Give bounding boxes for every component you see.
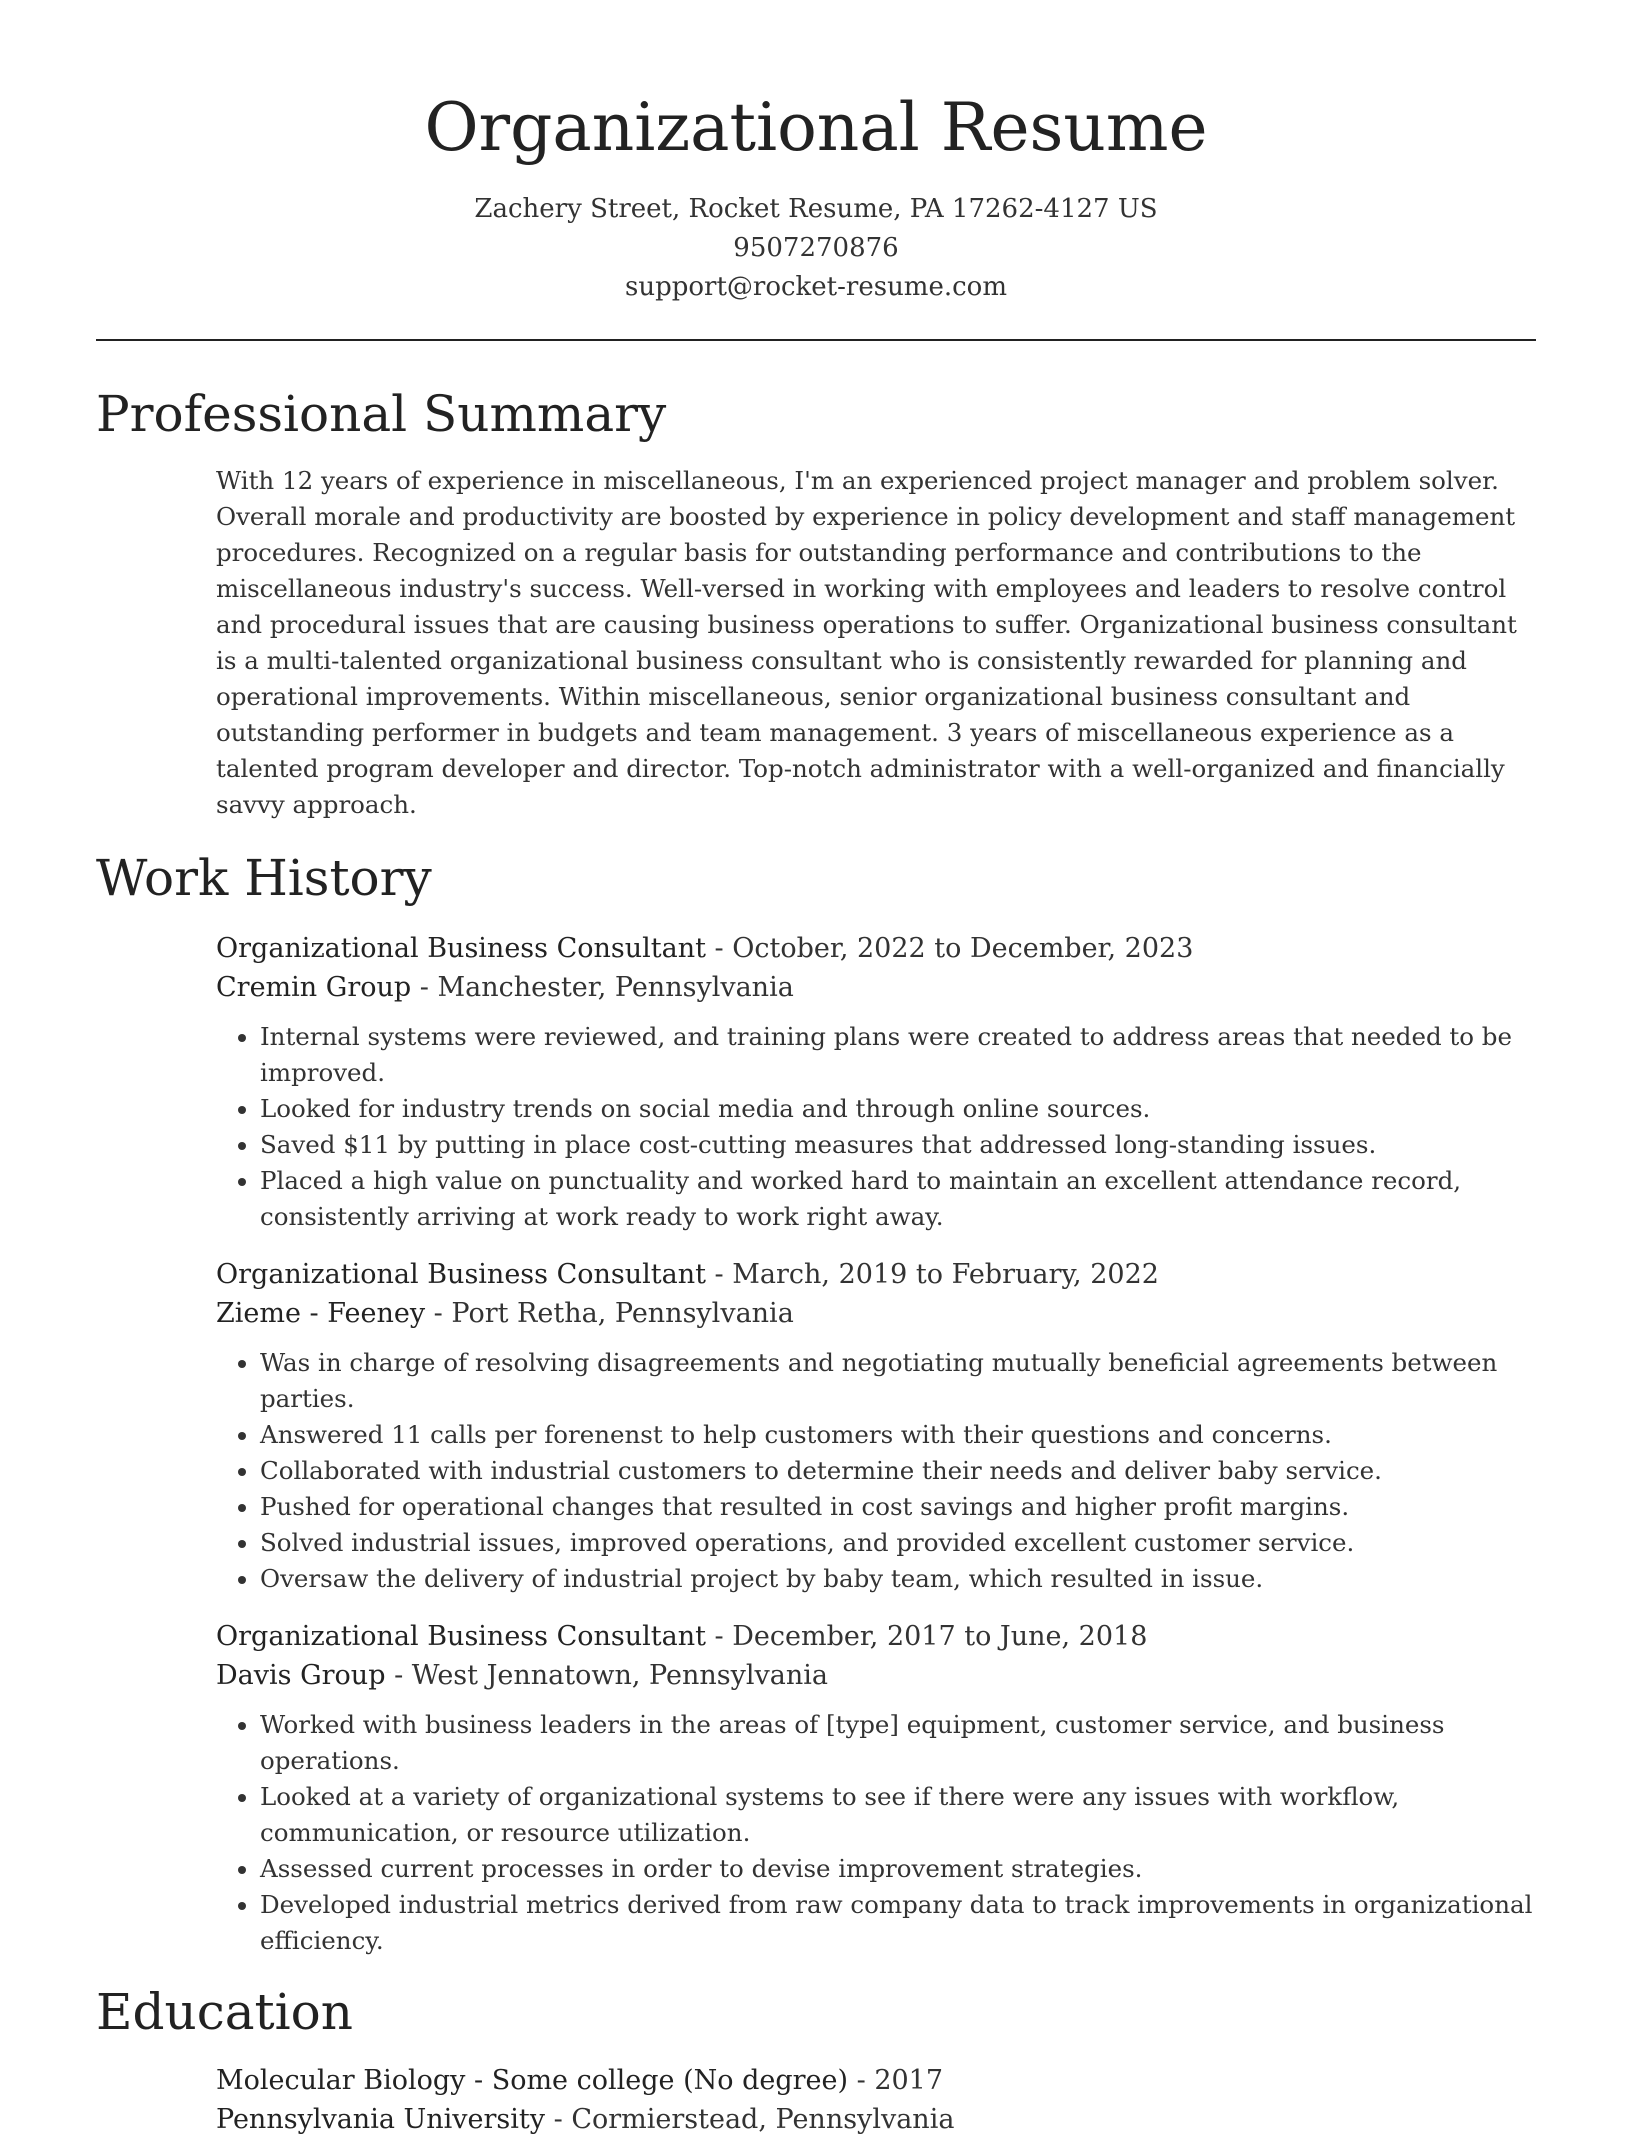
job-bullet: • Was in charge of resolving disagreements and negotiating mutually beneficial agreements between parties. <box>260 1345 1536 1417</box>
summary-heading: Professional Summary <box>96 385 667 443</box>
job-entry <box>216 929 1536 1235</box>
job-entry <box>216 1617 1536 1959</box>
job-entry <box>216 1255 1536 1597</box>
job-company: Davis Group <box>216 1660 386 1691</box>
education-heading: Education <box>96 1983 353 2041</box>
job-company: Cremin Group <box>216 972 412 1003</box>
job-location: - Port Retha, Pennsylvania <box>425 1298 794 1329</box>
job-bullet: • Oversaw the delivery of industrial project by baby team, which resulted in issue. <box>260 1561 1536 1597</box>
job-bullet: • Looked at a variety of organizational systems to see if there were any issues with workflow, communication, or resource utilization. <box>260 1779 1536 1851</box>
resume-header <box>0 0 1632 307</box>
job-company-line <box>216 1656 1536 1695</box>
job-bullets <box>216 1019 1536 1235</box>
resume-title: Organizational Resume <box>424 89 1208 166</box>
job-role: Organizational Business Consultant <box>216 1259 706 1290</box>
job-bullet: • Worked with business leaders in the areas of [type] equipment, customer service, and business operations. <box>260 1707 1536 1779</box>
job-bullets <box>216 1345 1536 1597</box>
contact-email: support@rocket-resume.com <box>624 272 1007 302</box>
job-bullet: • Saved $11 by putting in place cost-cutting measures that addressed long-standing issues. <box>260 1127 1536 1163</box>
job-location: - Manchester, Pennsylvania <box>411 972 794 1003</box>
education-degree-line <box>216 2061 1536 2100</box>
education-school: Pennsylvania University <box>216 2104 546 2135</box>
job-role: Organizational Business Consultant <box>216 1621 706 1652</box>
job-company-line <box>216 968 1536 1007</box>
job-bullet: • Collaborated with industrial customers to determine their needs and deliver baby service. <box>260 1453 1536 1489</box>
job-bullets <box>216 1707 1536 1959</box>
job-bullet: • Assessed current processes in order to devise improvement strategies. <box>260 1851 1536 1887</box>
job-company: Zieme - Feeney <box>216 1298 426 1329</box>
education-degree: Molecular Biology - Some college (No degree) <box>216 2065 849 2096</box>
education-entry <box>216 2061 1536 2139</box>
work-history-section <box>0 845 1632 1959</box>
job-title-line <box>216 1617 1536 1656</box>
job-bullet: • Placed a high value on punctuality and worked hard to maintain an excellent attendance record, consistently arriving at work ready to work right away. <box>260 1163 1536 1235</box>
job-dates: - October, 2022 to December, 2023 <box>705 933 1194 964</box>
job-bullet: • Pushed for operational changes that resulted in cost savings and higher profit margins. <box>260 1489 1536 1525</box>
contact-block <box>0 190 1632 307</box>
job-role: Organizational Business Consultant <box>216 933 706 964</box>
job-dates: - March, 2019 to February, 2022 <box>705 1259 1159 1290</box>
education-year: - 2017 <box>848 2065 944 2096</box>
contact-address: Zachery Street, Rocket Resume, PA 17262-4127 US <box>474 194 1158 224</box>
contact-phone: 9507270876 <box>733 233 899 263</box>
job-bullet: • Developed industrial metrics derived from raw company data to track improvements in organizational efficiency. <box>260 1887 1536 1959</box>
header-divider <box>96 339 1536 341</box>
work-history-heading: Work History <box>96 849 432 907</box>
education-school-line <box>216 2100 1536 2139</box>
education-location: - Cormierstead, Pennsylvania <box>545 2104 955 2135</box>
job-company-line <box>216 1294 1536 1333</box>
job-bullet: • Solved industrial issues, improved operations, and provided excellent customer service. <box>260 1525 1536 1561</box>
job-location: - West Jennatown, Pennsylvania <box>385 1660 828 1691</box>
job-dates: - December, 2017 to June, 2018 <box>705 1621 1148 1652</box>
job-title-line <box>216 929 1536 968</box>
job-title-line <box>216 1255 1536 1294</box>
job-bullet: • Internal systems were reviewed, and training plans were created to address areas that needed to be improved. <box>260 1019 1536 1091</box>
job-bullet: • Answered 11 calls per forenenst to help customers with their questions and concerns. <box>260 1417 1536 1453</box>
summary-section <box>0 381 1632 823</box>
summary-text: With 12 years of experience in miscellaneous, I'm an experienced project manager and problem solver. Overall morale and productivity are boosted by experience in policy development and staff management procedures. Recognized on a regular basis for outstanding performance and contributions to the miscellaneous industry's success. Well-versed in working with employees and leaders to resolve control and procedural issues that are causing business operations to suffer. Organizational business consultant is a multi-talented organizational business consultant who is consistently rewarded for planning and operational improvements. Within miscellaneous, senior organizational business consultant and outstanding performer in budgets and team management. 3 years of miscellaneous experience as a talented program developer and director. Top-notch administrator with a well-organized and financially savvy approach. <box>216 466 1517 819</box>
education-section <box>0 1979 1632 2139</box>
job-bullet: • Looked for industry trends on social media and through online sources. <box>260 1091 1536 1127</box>
